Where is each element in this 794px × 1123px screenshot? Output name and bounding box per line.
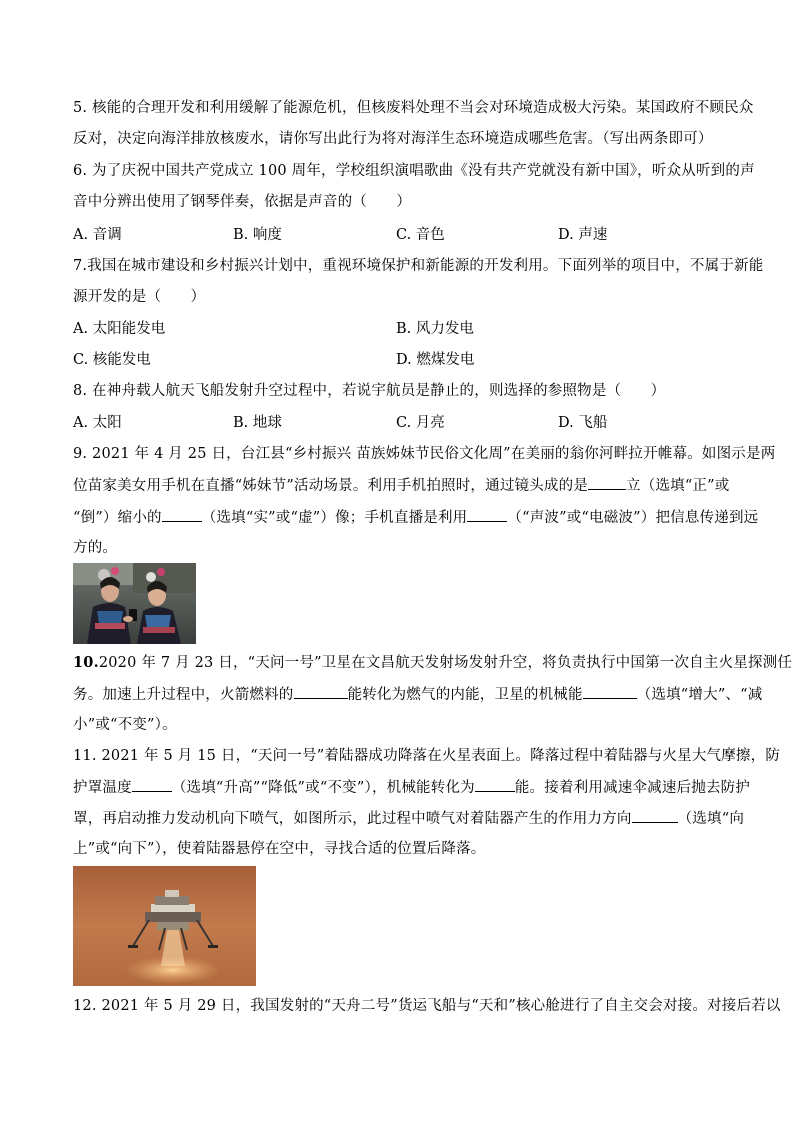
q11-blank-2[interactable] [475,777,515,792]
q9-blank-1[interactable] [588,475,626,490]
q11-line-1: 11. 2021 年 5 月 15 日，“天问一号”着陆器成功降落在火星表面上。降落过程中着陆器与火星大气摩擦，防 [73,748,781,764]
q10-line-2-text-a: 务。加速上升过程中，火箭燃料的 [73,687,294,703]
q8-option-c: C. 月亮 [396,415,445,431]
q9-blank-2[interactable] [162,507,202,522]
q9-line-2-text-b: 立（选填“正”或 [626,478,730,494]
q6-option-c: C. 音色 [396,227,445,243]
q6-option-a: A. 音调 [73,227,122,243]
q10-number: 10. [73,654,99,671]
q7-option-d: D. 燃煤发电 [396,352,475,368]
mars-lander-photo [73,866,256,986]
q7-line-1: 7.我国在城市建设和乡村振兴计划中，重视环境保护和新能源的开发利用。下面列举的项目中，不属于新能 [73,258,764,274]
q11-line-3-text-a: 罩，再启动推力发动机向下喷气，如图所示，此过程中喷气对着陆器产生的作用力方向 [73,811,632,827]
q11-line-2 [73,777,750,798]
q6-line-1: 6. 为了庆祝中国共产党成立 100 周年，学校组织演唱歌曲《没有共产党就没有新中国》，听众从听到的声 [73,163,755,179]
q10-line-2-text-c: （选填“增大”、“减 [636,687,763,703]
q6-line-2: 音中分辨出使用了钢琴伴奏，依据是声音的（ ） [73,194,412,210]
q11-line-3-text-b: （选填“向 [677,811,745,827]
q9-line-1: 9. 2021 年 4 月 25 日，台江县“乡村振兴 苗族姊妹节民俗文化周”在美丽的翁你河畔拉开帷幕。如图示是两 [73,446,776,462]
q5-line-1: 5. 核能的合理开发和利用缓解了能源危机，但核废料处理不当会对环境造成极大污染。某国政府不顾民众 [73,100,754,116]
q9-line-4: 方的。 [73,540,118,556]
q9-line-2 [73,475,729,496]
q6-option-d: D. 声速 [558,227,608,243]
q5-line-2: 反对，决定向海洋排放核废水，请你写出此行为将对海洋生态环境造成哪些危害。（写出两条即可） [73,131,713,147]
q7-option-c: C. 核能发电 [73,352,151,368]
q10-line-2-text-b: 能转化为燃气的内能，卫星的机械能 [347,687,583,703]
q6-option-b: B. 响度 [233,227,282,243]
q10-line-3: 小”或“不变”）。 [73,717,177,733]
q10-line-1-text: 2020 年 7 月 23 日，“天问一号”卫星在文昌航天发射场发射升空，将负责执行中国第一次自主火星探测任 [98,655,793,671]
q7-option-b: B. 风力发电 [396,321,474,337]
q8-option-d: D. 飞船 [558,415,608,431]
q11-line-4: 上”或“向下”），使着陆器悬停在空中，寻找合适的位置后降落。 [73,841,486,857]
q9-line-3 [73,507,758,528]
festival-photo [73,563,196,644]
q11-line-2-text-c: 能。接着利用减速伞减速后抛去防护 [514,780,751,796]
q11-line-2-text-b: （选填“升高”“降低”或“不变”），机械能转化为 [171,780,475,796]
q8-line-1: 8. 在神舟载人航天飞船发射升空过程中，若说宇航员是静止的，则选择的参照物是（ ） [73,383,666,399]
q9-line-3-text-c: （“声波”或“电磁波”）把信息传递到远 [507,510,759,526]
q12-line-1: 12. 2021 年 5 月 29 日，我国发射的“天舟二号”货运飞船与“天和”核心舱进行了自主交会对接。对接后若以 [73,998,781,1014]
q8-option-a: A. 太阳 [73,415,122,431]
q10-line-1 [73,653,792,673]
q10-blank-1[interactable] [294,684,348,699]
q11-blank-3[interactable] [632,808,678,823]
q9-line-3-text-b: （选填“实”或“虚”）像；手机直播是利用 [201,510,468,526]
q7-option-a: A. 太阳能发电 [73,321,166,337]
q7-line-2: 源开发的是（ ） [73,289,206,305]
q9-line-2-text-a: 位苗家美女用手机在直播“姊妹节”活动场景。利用手机拍照时，通过镜头成的是 [73,478,589,494]
q11-blank-1[interactable] [132,777,172,792]
q9-blank-3[interactable] [467,507,507,522]
q10-line-2 [73,684,762,705]
q9-line-3-text-a: “倒”）缩小的 [73,510,162,526]
q10-blank-2[interactable] [583,684,637,699]
q11-line-2-text-a: 护罩温度 [73,780,132,796]
q11-line-3 [73,808,744,829]
q8-option-b: B. 地球 [233,415,282,431]
